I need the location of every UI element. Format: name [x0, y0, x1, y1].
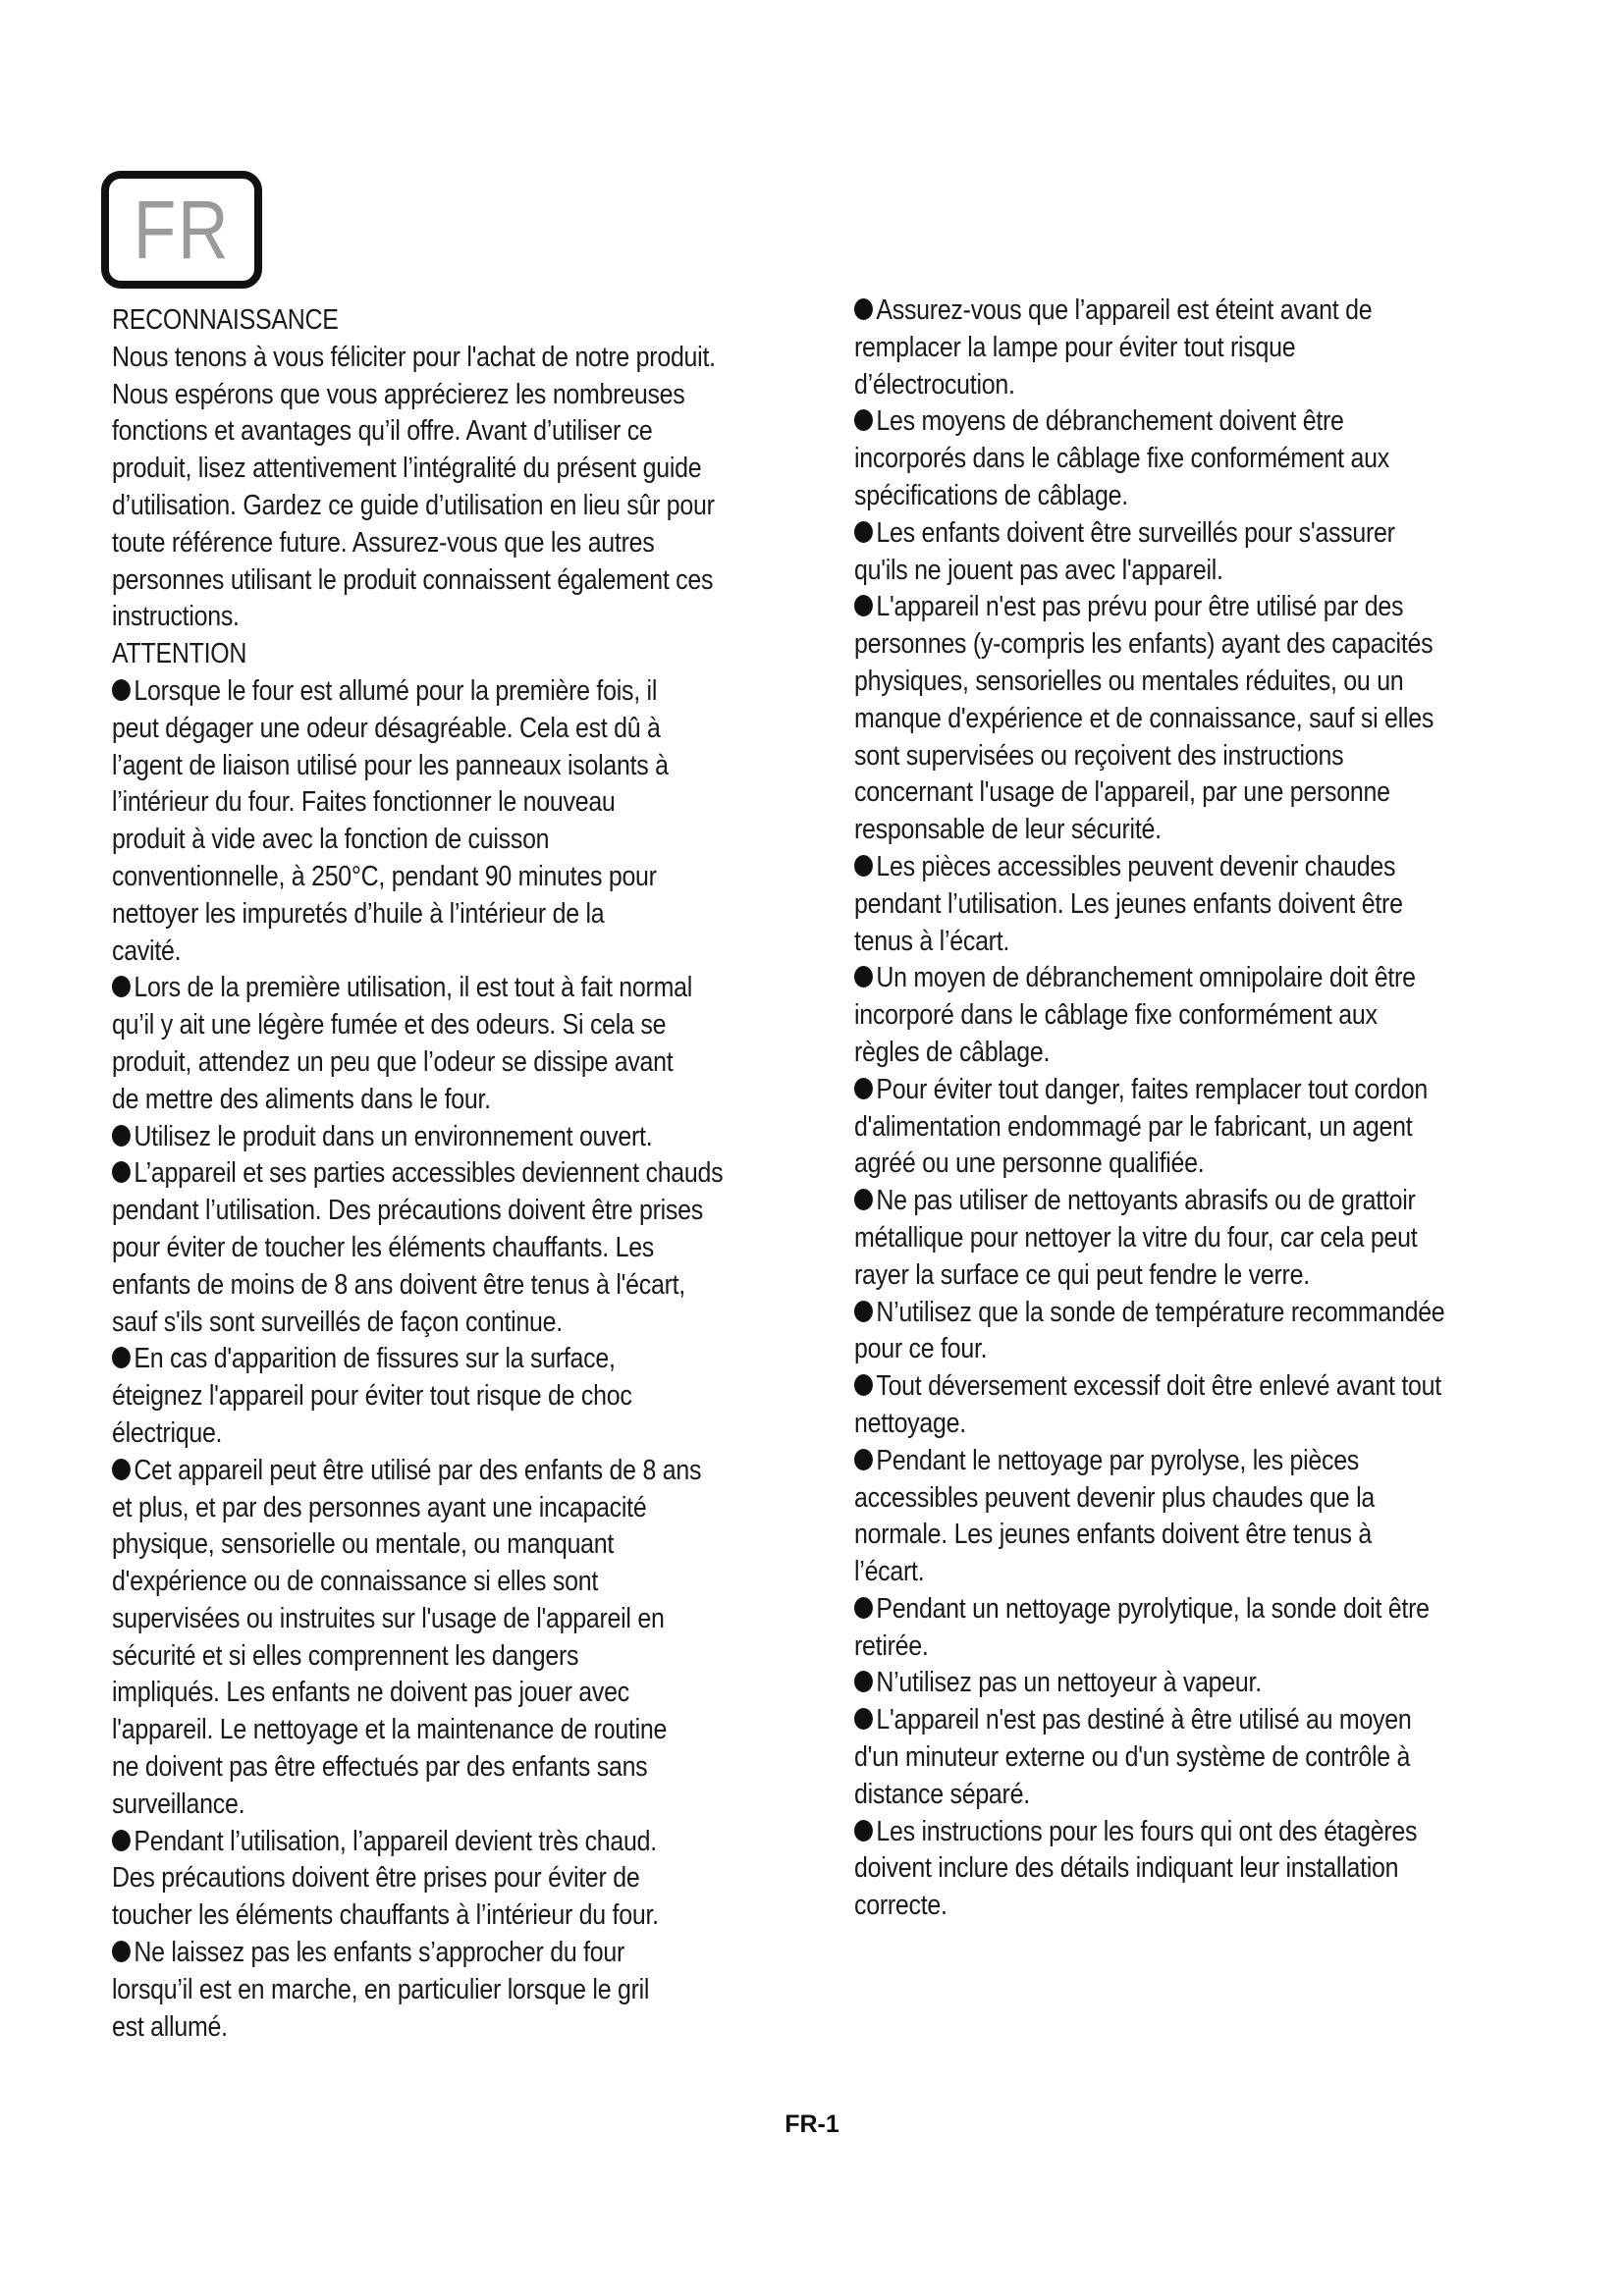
bullet-line — [854, 1665, 1445, 1702]
bullet-line — [854, 1591, 1445, 1629]
bullet-line — [854, 515, 1445, 553]
line-text: lorsqu’il est en marche, en particulier lorsque le gril — [112, 1973, 650, 2005]
bullet-icon — [854, 521, 873, 543]
line-text: Nous tenons à vous féliciter pour l'achat de notre produit. — [112, 341, 716, 373]
bullet-line — [854, 1368, 1445, 1406]
text-line — [112, 340, 729, 377]
text-line — [112, 377, 729, 414]
bullet-line — [854, 1295, 1445, 1332]
text-line — [854, 664, 1445, 701]
text-line — [112, 1193, 729, 1230]
line-text: Assurez-vous que l’appareil est éteint avant de — [876, 294, 1373, 326]
text-line — [112, 636, 729, 673]
line-text: Ne laissez pas les enfants s’approcher du four — [134, 1937, 625, 1969]
text-line — [854, 1888, 1445, 1925]
text-line — [854, 1554, 1445, 1591]
line-text: sauf s'ils sont surveillés de façon continue. — [112, 1306, 563, 1338]
line-text: En cas d'apparition de fissures sur la surface, — [134, 1343, 616, 1375]
line-text: Lors de la première utilisation, il est tout à fait normal — [134, 972, 692, 1004]
line-text: qu’il y ait une légère fumée et des odeurs. Si cela se — [112, 1009, 667, 1041]
line-text: RECONNAISSANCE — [112, 304, 339, 336]
line-text: Nous espérons que vous apprécierez les nombreuses — [112, 378, 685, 410]
bullet-line — [112, 1155, 729, 1193]
line-text: Ne pas utiliser de nettoyants abrasifs ou de grattoir — [876, 1185, 1416, 1217]
text-line — [112, 1787, 729, 1824]
line-text: ATTENTION — [112, 638, 247, 670]
line-text: de mettre des aliments dans le four. — [112, 1083, 491, 1115]
text-line — [854, 701, 1445, 738]
text-line — [112, 302, 729, 340]
bullet-line — [112, 1119, 729, 1156]
line-text: l’écart. — [854, 1556, 925, 1588]
line-text: N’utilisez que la sonde de température recommandée — [876, 1296, 1445, 1328]
line-text: accessibles peuvent devenir plus chaudes que la — [854, 1481, 1375, 1514]
line-text: tenus à l’écart. — [854, 925, 1010, 957]
text-line — [112, 1415, 729, 1453]
text-line — [112, 1044, 729, 1082]
bullet-line — [854, 293, 1445, 330]
bullet-icon — [854, 595, 873, 616]
bullet-icon — [854, 1671, 873, 1692]
text-line — [112, 1267, 729, 1305]
line-text: pendant l’utilisation. Des précautions doivent être prises — [112, 1195, 703, 1227]
text-line — [854, 1257, 1445, 1295]
line-text: Les moyens de débranchement doivent être — [876, 405, 1344, 438]
text-line — [854, 738, 1445, 775]
line-text: spécifications de câblage. — [854, 479, 1128, 511]
bullet-icon — [112, 1941, 131, 1962]
page-number: FR-1 — [785, 2110, 839, 2138]
line-text: surveillance. — [112, 1788, 245, 1820]
text-line — [854, 330, 1445, 367]
line-text: remplacer la lampe pour éviter tout risque — [854, 331, 1296, 363]
text-line — [112, 1860, 729, 1897]
line-text: personnes (y-compris les enfants) ayant des capacités — [854, 628, 1434, 661]
bullet-icon — [112, 1161, 131, 1183]
line-text: cavité. — [112, 934, 182, 967]
text-line — [854, 553, 1445, 590]
line-text: enfants de moins de 8 ans doivent être tenus à l'écart, — [112, 1268, 685, 1301]
text-line — [112, 562, 729, 600]
line-text: qu'ils ne jouent pas avec l'appareil. — [854, 554, 1223, 586]
line-text: produit, attendez un peu que l’odeur se dissipe avant — [112, 1045, 674, 1078]
bullet-icon — [854, 855, 873, 877]
text-line — [854, 812, 1445, 849]
line-text: correcte. — [854, 1890, 947, 1922]
text-line — [112, 1972, 729, 2009]
bullet-icon — [112, 1347, 131, 1368]
line-text: physique, sensorielle ou mentale, ou manquant — [112, 1528, 615, 1561]
line-text: Les instructions pour les fours qui ont des étagères — [876, 1815, 1418, 1847]
text-line — [112, 2009, 729, 2047]
line-text: Un moyen de débranchement omnipolaire doit être — [876, 962, 1416, 994]
bullet-icon — [854, 1374, 873, 1396]
language-code: FR — [133, 184, 231, 276]
text-line — [854, 1629, 1445, 1666]
left-column — [112, 302, 829, 2046]
line-text: responsable de leur sécurité. — [854, 814, 1162, 846]
text-line — [112, 451, 729, 488]
line-text: l'appareil. Le nettoyage et la maintenance de routine — [112, 1714, 668, 1746]
text-line — [854, 441, 1445, 478]
bullet-icon — [854, 1449, 873, 1470]
line-text: distance séparé. — [854, 1778, 1030, 1810]
text-line — [112, 599, 729, 636]
text-line — [112, 1601, 729, 1638]
text-line — [112, 413, 729, 451]
right-column — [854, 293, 1542, 1925]
text-line — [854, 1109, 1445, 1147]
line-text: Pendant le nettoyage par pyrolyse, les pièces — [876, 1444, 1360, 1476]
line-text: Des précautions doivent être prises pour éviter de — [112, 1862, 640, 1895]
line-text: d'un minuteur externe ou d'un système de contrôle à — [854, 1741, 1411, 1774]
line-text: incorporé dans le câblage fixe conformément aux — [854, 999, 1378, 1032]
line-text: L'appareil n'est pas prévu pour être utilisé par des — [876, 591, 1404, 623]
bullet-line — [854, 1183, 1445, 1220]
text-line — [854, 1146, 1445, 1183]
line-text: est allumé. — [112, 2010, 228, 2043]
text-line — [854, 774, 1445, 812]
text-line — [854, 367, 1445, 404]
bullet-line — [854, 1443, 1445, 1480]
text-line — [112, 859, 729, 896]
text-line — [854, 997, 1445, 1035]
line-text: Tout déversement excessif doit être enlevé avant tout — [876, 1370, 1441, 1403]
bullet-line — [854, 960, 1445, 997]
bullet-icon — [112, 679, 131, 701]
text-line — [854, 1035, 1445, 1072]
bullet-icon — [112, 1830, 131, 1851]
bullet-line — [854, 589, 1445, 626]
text-line — [112, 1749, 729, 1787]
text-line — [854, 924, 1445, 961]
bullet-icon — [854, 298, 873, 320]
text-line — [112, 1712, 729, 1749]
line-text: L'appareil n'est pas destiné à être utilisé au moyen — [876, 1704, 1412, 1736]
bullet-icon — [854, 409, 873, 431]
line-text: ne doivent pas être effectués par des enfants sans — [112, 1751, 648, 1784]
bullet-line — [854, 849, 1445, 886]
text-line — [112, 822, 729, 859]
text-line — [854, 1517, 1445, 1554]
text-line — [112, 1526, 729, 1564]
line-text: Les pièces accessibles peuvent devenir chaudes — [876, 850, 1396, 882]
line-text: N’utilisez pas un nettoyeur à vapeur. — [876, 1667, 1262, 1699]
line-text: Cet appareil peut être utilisé par des enfants de 8 ans — [134, 1454, 702, 1486]
text-line — [854, 478, 1445, 515]
line-text: pour éviter de toucher les éléments chauffants. Les — [112, 1231, 655, 1263]
bullet-icon — [854, 1189, 873, 1210]
line-text: physiques, sensorielles ou mentales réduites, ou un — [854, 665, 1404, 697]
line-text: toute référence future. Assurez-vous que les autres — [112, 526, 655, 559]
text-line — [854, 1850, 1445, 1888]
text-line — [112, 1082, 729, 1119]
line-text: d'alimentation endommagé par le fabricant, un agent — [854, 1110, 1413, 1143]
bullet-icon — [112, 976, 131, 997]
line-text: produit, lisez attentivement l’intégralité du présent guide — [112, 453, 702, 485]
text-line — [112, 1305, 729, 1342]
line-text: produit à vide avec la fonction de cuisson — [112, 824, 550, 856]
line-text: électrique. — [112, 1416, 223, 1449]
line-text: normale. Les jeunes enfants doivent être tenus à — [854, 1519, 1372, 1551]
line-text: personnes utilisant le produit connaissent également ces — [112, 563, 714, 596]
bullet-icon — [854, 1597, 873, 1619]
bullet-icon — [854, 1078, 873, 1099]
line-text: doivent inclure des détails indiquant leur installation — [854, 1852, 1399, 1885]
bullet-icon — [112, 1459, 131, 1480]
line-text: d’utilisation. Gardez ce guide d’utilisation en lieu sûr pour — [112, 489, 715, 521]
line-text: manque d'expérience et de connaissance, sauf si elles — [854, 702, 1435, 734]
bullet-icon — [854, 1301, 873, 1322]
line-text: retirée. — [854, 1629, 929, 1662]
text-line — [112, 748, 729, 785]
line-text: l’intérieur du four. Faites fonctionner le nouveau — [112, 786, 616, 819]
text-line — [854, 1406, 1445, 1443]
bullet-icon — [854, 966, 873, 988]
text-line — [112, 1378, 729, 1415]
text-line — [112, 1638, 729, 1676]
bullet-line — [112, 1824, 729, 1861]
bullet-line — [112, 970, 729, 1007]
text-line — [112, 1897, 729, 1935]
text-line — [112, 1564, 729, 1601]
line-text: fonctions et avantages qu’il offre. Avant d’utiliser ce — [112, 415, 653, 448]
language-badge — [101, 171, 262, 289]
bullet-line — [112, 1341, 729, 1378]
line-text: incorporés dans le câblage fixe conformément aux — [854, 443, 1389, 475]
line-text: d'expérience ou de connaissance si elles sont — [112, 1566, 599, 1598]
line-text: pendant l’utilisation. Les jeunes enfants doivent être — [854, 887, 1403, 920]
line-text: impliqués. Les enfants ne doivent pas jouer avec — [112, 1677, 629, 1709]
text-line — [112, 1230, 729, 1267]
bullet-line — [854, 1702, 1445, 1739]
line-text: et plus, et par des personnes ayant une incapacité — [112, 1491, 647, 1523]
line-text: toucher les éléments chauffants à l’intérieur du four. — [112, 1899, 659, 1932]
text-line — [854, 1739, 1445, 1777]
text-line — [112, 1007, 729, 1044]
line-text: Pour éviter tout danger, faites remplacer tout cordon — [876, 1073, 1429, 1105]
line-text: l’agent de liaison utilisé pour les panneaux isolants à — [112, 749, 669, 781]
line-text: Lorsque le four est allumé pour la première fois, il — [134, 674, 658, 707]
text-line — [854, 1777, 1445, 1814]
line-text: sont supervisées ou reçoivent des instructions — [854, 739, 1344, 772]
line-text: rayer la surface ce qui peut fendre le verre. — [854, 1258, 1310, 1291]
line-text: peut dégager une odeur désagréable. Cela est dû à — [112, 712, 661, 744]
line-text: règles de câblage. — [854, 1036, 1051, 1068]
line-text: conventionnelle, à 250°C, pendant 90 minutes pour — [112, 860, 657, 892]
line-text: agréé ou une personne qualifiée. — [854, 1148, 1205, 1180]
line-text: métallique pour nettoyer la vitre du four, car cela peut — [854, 1221, 1418, 1254]
bullet-icon — [112, 1125, 131, 1147]
line-text: Pendant un nettoyage pyrolytique, la sonde doit être — [876, 1592, 1430, 1625]
line-text: nettoyer les impuretés d’huile à l’intérieur de la — [112, 897, 605, 930]
line-text: Utilisez le produit dans un environnement ouvert. — [134, 1120, 653, 1152]
bullet-line — [854, 403, 1445, 441]
text-line — [854, 1220, 1445, 1257]
line-text: nettoyage. — [854, 1407, 966, 1439]
line-text: L’appareil et ses parties accessibles deviennent chauds — [134, 1157, 724, 1190]
text-line — [854, 886, 1445, 924]
text-line — [112, 488, 729, 525]
bullet-line — [854, 1072, 1445, 1109]
text-line — [112, 896, 729, 934]
text-line — [112, 784, 729, 822]
text-line — [854, 626, 1445, 664]
text-line — [112, 934, 729, 971]
line-text: Pendant l’utilisation, l’appareil devient très chaud. — [134, 1825, 657, 1857]
bullet-line — [112, 673, 729, 711]
bullet-line — [112, 1935, 729, 1972]
line-text: d’électrocution. — [854, 368, 1015, 400]
line-text: sécurité et si elles comprennent les dangers — [112, 1639, 579, 1672]
text-line — [854, 1331, 1445, 1368]
text-line — [854, 1480, 1445, 1518]
line-text: instructions. — [112, 601, 240, 633]
line-text: éteignez l'appareil pour éviter tout risque de choc — [112, 1380, 632, 1413]
text-line — [112, 1490, 729, 1527]
line-text: supervisées ou instruites sur l'usage de l'appareil en — [112, 1602, 665, 1634]
text-line — [112, 1675, 729, 1712]
bullet-line — [112, 1453, 729, 1490]
text-line — [112, 525, 729, 562]
bullet-icon — [854, 1820, 873, 1842]
line-text: concernant l'usage de l'appareil, par une personne — [854, 776, 1390, 809]
line-text: Les enfants doivent être surveillés pour s'assurer — [876, 516, 1395, 549]
line-text: pour ce four. — [854, 1333, 988, 1365]
text-line — [112, 711, 729, 748]
bullet-line — [854, 1814, 1445, 1851]
bullet-icon — [854, 1708, 873, 1730]
